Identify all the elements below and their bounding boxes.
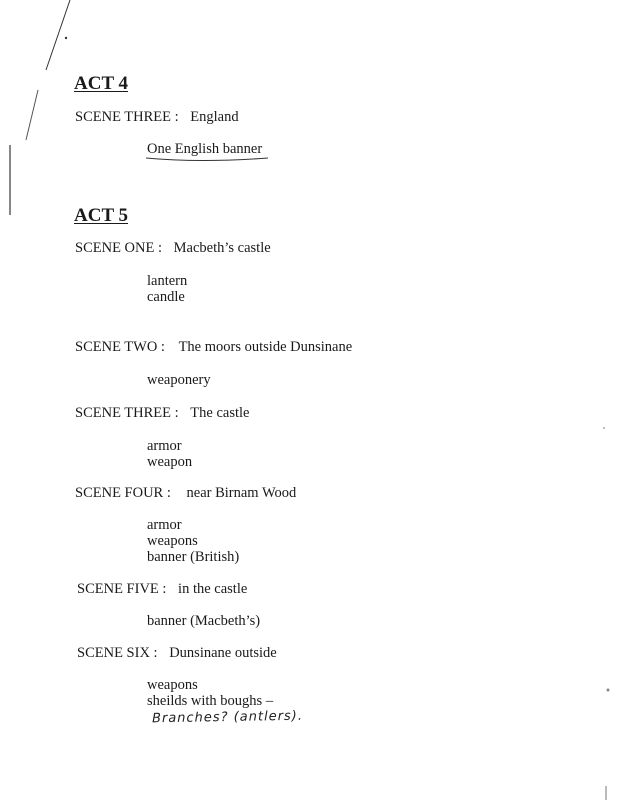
prop-item: weapons — [147, 677, 198, 693]
prop-item: lantern — [147, 273, 188, 289]
act-4-heading: ACT 4 — [74, 73, 129, 94]
handwritten-note: Branches? (antlers). — [151, 708, 304, 727]
prop-item: weapons — [147, 533, 198, 549]
scene-label: SCENE ONE : — [75, 240, 162, 256]
prop-item: sheilds with boughs – — [147, 693, 274, 709]
prop-item: armor — [147, 517, 182, 533]
pen-stroke-mark — [26, 90, 38, 140]
prop-item: banner (British) — [147, 549, 240, 565]
prop-item: weapon — [147, 454, 193, 470]
scene-label: SCENE SIX : — [77, 645, 158, 661]
act5-scene-six-line — [77, 645, 277, 661]
act5-scene-four-line — [75, 485, 296, 501]
scene-label: SCENE THREE : — [75, 405, 179, 421]
scene-label: SCENE FOUR : — [75, 485, 171, 501]
prop-item: banner (Macbeth’s) — [147, 613, 261, 629]
scene-location: England — [190, 109, 239, 125]
act4-scene-three-line — [75, 109, 239, 125]
pen-stroke-mark — [46, 0, 70, 70]
act5-scene-one-line — [75, 240, 271, 256]
act-5-heading: ACT 5 — [74, 205, 129, 226]
scene-label: SCENE FIVE : — [77, 581, 167, 597]
dot-mark — [603, 427, 605, 429]
prop-item: armor — [147, 438, 182, 454]
scene-location: Macbeth’s castle — [173, 240, 271, 256]
scene-location: in the castle — [178, 581, 248, 597]
scene-label: SCENE TWO : — [75, 339, 165, 355]
scene-location: Dunsinane outside — [169, 645, 277, 661]
scene-location: near Birnam Wood — [186, 485, 297, 501]
scene-label: SCENE THREE : — [75, 109, 179, 125]
scene-location: The castle — [190, 405, 250, 421]
act5-scene-three-line — [75, 405, 249, 421]
prop-item: weaponery — [147, 372, 211, 388]
dot-mark — [65, 37, 67, 39]
act5-scene-two-line — [75, 339, 352, 355]
prop-item: One English banner — [147, 141, 263, 157]
scene-location: The moors outside Dunsinane — [178, 339, 353, 355]
act5-scene-five-line — [77, 581, 247, 597]
prop-item: candle — [147, 289, 185, 305]
pen-underline-mark — [146, 158, 268, 161]
dot-mark — [607, 689, 610, 692]
